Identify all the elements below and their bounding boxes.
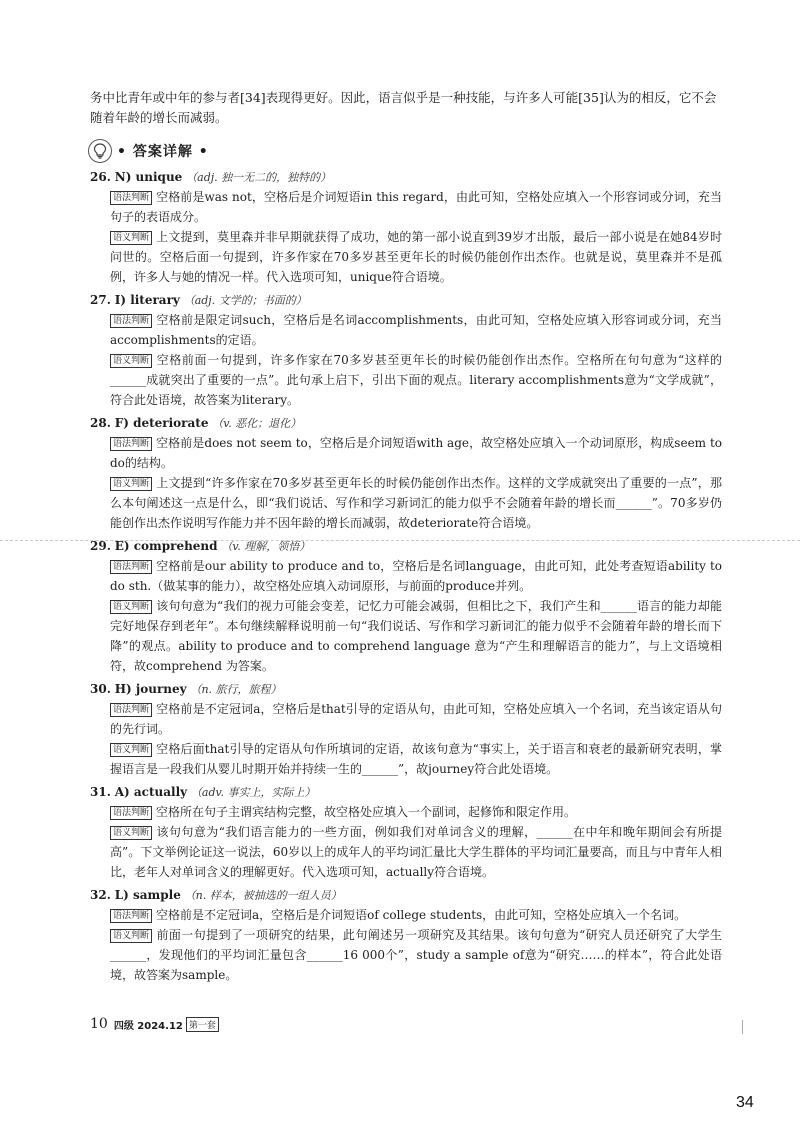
footer-page-number: 10 bbox=[90, 1016, 108, 1032]
answer-header bbox=[90, 885, 722, 905]
grammar-tag: 语法判断 bbox=[110, 703, 152, 717]
semantic-analysis bbox=[90, 227, 722, 287]
footer-label: 四级 2024.12 bbox=[113, 1020, 183, 1032]
answer-gloss: （adj. 独一无二的，独特的） bbox=[186, 171, 332, 184]
grammar-tag: 语法判断 bbox=[110, 560, 152, 574]
semantic-tag: 语义判断 bbox=[110, 354, 152, 368]
semantic-tag: 语义判断 bbox=[110, 826, 152, 840]
grammar-text: 空格前是was not，空格后是介词短语in this regard，由此可知，空格处应填入一个形容词或分词，充当句子的表语成分。 bbox=[110, 190, 722, 224]
grammar-tag: 语法判断 bbox=[110, 437, 152, 451]
section-header bbox=[88, 138, 209, 164]
semantic-tag: 语义判断 bbox=[110, 231, 152, 245]
corner-page-number: 34 bbox=[736, 1094, 754, 1111]
grammar-analysis bbox=[90, 556, 722, 596]
fold-divider bbox=[0, 540, 800, 541]
semantic-text: 上文提到，莫里森并非早期就获得了成功，她的第一部小说直到39岁才出版，最后一部小说是在她84岁时问世的。空格后面一句提到，许多作家在70多岁甚至更年长的时候仍能创作出杰作。也就是说，莫里森并不是孤例，许多人与她的情况一样。代入选项可知，unique符合语境。 bbox=[110, 230, 722, 284]
grammar-text: 空格前是不定冠词a，空格后是that引导的定语从句，由此可知，空格处应填入一个名词，充当该定语从句的先行词。 bbox=[110, 702, 722, 736]
answer-word: L) sample bbox=[114, 888, 181, 902]
answer-gloss: （v. 理解，领悟） bbox=[221, 540, 311, 553]
semantic-text: 该句句意为“我们语言能力的一些方面，例如我们对单词含义的理解，______在中年和晚年期间会有所提高”。下文举例论证这一说法，60岁以上的成年人的平均词汇量比大学生群体的平均词汇量要高，而且与中青年人相比，老年人对单词含义的理解更好。代入选项可知，actually符合语境。 bbox=[110, 825, 722, 879]
semantic-text: 空格前面一句提到，许多作家在70多岁甚至更年长的时候仍能创作出杰作。空格所在句句意为“这样的______成就突出了重要的一点”。此句承上启下，引出下面的观点。literary accomplishments意为“文学成就”，符合此处语境，故答案为literary。 bbox=[110, 353, 722, 407]
semantic-text: 上文提到“许多作家在70多岁甚至更年长的时候仍能创作出杰作。这样的文学成就突出了重要的一点”，那么本句阐述这一点是什么，即“我们说话、写作和学习新词汇的能力似乎不会随着年龄的增长而______”。70多岁仍能创作出杰作说明写作能力并不因年龄的增长而减弱，故deteriorate符合语境。 bbox=[110, 476, 722, 530]
question-number: 30. bbox=[90, 682, 111, 696]
semantic-analysis bbox=[90, 822, 722, 882]
question-number: 32. bbox=[90, 888, 111, 902]
answer-word: N) unique bbox=[114, 170, 183, 184]
footer-set-box: 第一套 bbox=[186, 1017, 219, 1032]
page-footer bbox=[90, 1016, 219, 1032]
grammar-text: 空格前是our ability to produce and to，空格后是名词language，由此可知，此处考查短语ability to do sth.（做某事的能力），故空格处应填入动词原形，与前面的produce并列。 bbox=[110, 559, 722, 593]
answer-header bbox=[90, 413, 722, 433]
grammar-text: 空格所在句子主谓宾结构完整，故空格处应填入一个副词，起修饰和限定作用。 bbox=[156, 805, 577, 819]
grammar-tag: 语法判断 bbox=[110, 314, 152, 328]
answer-gloss: （adv. 事实上，实际上） bbox=[190, 786, 316, 799]
answer-item bbox=[90, 290, 722, 410]
semantic-analysis bbox=[90, 925, 722, 985]
answer-header bbox=[90, 290, 722, 310]
question-number: 27. bbox=[90, 293, 111, 307]
question-number: 31. bbox=[90, 785, 111, 799]
grammar-analysis bbox=[90, 699, 722, 739]
answer-list bbox=[90, 164, 722, 985]
answer-gloss: （n. 样本，被抽选的一组人员） bbox=[184, 889, 342, 902]
grammar-analysis bbox=[90, 905, 722, 925]
answer-gloss: （adj. 文学的；书面的） bbox=[183, 294, 307, 307]
grammar-text: 空格前是does not seem to，空格后是介词短语with age，故空格处应填入一个动词原形，构成seem to do的结构。 bbox=[110, 436, 722, 470]
answer-gloss: （v. 恶化；退化） bbox=[212, 417, 302, 430]
semantic-tag: 语义判断 bbox=[110, 929, 152, 943]
question-number: 29. bbox=[90, 539, 111, 553]
answer-header bbox=[90, 536, 722, 556]
semantic-tag: 语义判断 bbox=[110, 743, 152, 757]
answer-item bbox=[90, 679, 722, 779]
answer-word: A) actually bbox=[114, 785, 188, 799]
section-title: • 答案详解 • bbox=[117, 144, 209, 160]
lightbulb-icon bbox=[88, 139, 112, 163]
grammar-analysis bbox=[90, 433, 722, 473]
answer-gloss: （n. 旅行，旅程） bbox=[190, 683, 282, 696]
answer-header bbox=[90, 782, 722, 802]
answer-item bbox=[90, 413, 722, 533]
semantic-text: 该句句意为“我们的视力可能会变差，记忆力可能会减弱，但相比之下，我们产生和______语言的能力却能完好地保存到老年”。本句继续解释说明前一句“我们说话、写作和学习新词汇的能力似乎不会随着年龄的增长而下降”的观点。ability to produce and to comprehend language 意为“产生和理解语言的能力”，与上文语境相符，故comprehend 为答案。 bbox=[110, 599, 722, 673]
semantic-text: 前面一句提到了一项研究的结果，此句阐述另一项研究及其结果。该句句意为“研究人员还研究了大学生______，发现他们的平均词汇量包含______16 000个”，study a sample of意为“研究……的样本”，符合此处语境，故答案为sample。 bbox=[110, 928, 722, 982]
answer-word: H) journey bbox=[114, 682, 187, 696]
grammar-analysis bbox=[90, 802, 722, 822]
answer-word: F) deteriorate bbox=[114, 416, 209, 430]
scan-mark bbox=[742, 1020, 743, 1034]
grammar-analysis bbox=[90, 310, 722, 350]
grammar-text: 空格前是不定冠词a，空格后是介词短语of college students，由此可知，空格处应填入一个名词。 bbox=[156, 908, 687, 922]
question-number: 26. bbox=[90, 170, 111, 184]
semantic-analysis bbox=[90, 350, 722, 410]
intro-paragraph: 务中比青年或中年的参与者[34]表现得更好。因此，语言似乎是一种技能，与许多人可能[35]认为的相反，它不会随着年龄的增长而减弱。 bbox=[90, 90, 717, 125]
answer-item bbox=[90, 885, 722, 985]
answer-item bbox=[90, 782, 722, 882]
semantic-analysis bbox=[90, 473, 722, 533]
grammar-tag: 语法判断 bbox=[110, 191, 152, 205]
semantic-tag: 语义判断 bbox=[110, 477, 152, 491]
answer-item bbox=[90, 167, 722, 287]
semantic-analysis bbox=[90, 739, 722, 779]
grammar-tag: 语法判断 bbox=[110, 806, 152, 820]
grammar-text: 空格前是限定词such，空格后是名词accomplishments，由此可知，空格处应填入形容词或分词，充当accomplishments的定语。 bbox=[110, 313, 722, 347]
answer-header bbox=[90, 679, 722, 699]
grammar-tag: 语法判断 bbox=[110, 909, 152, 923]
semantic-tag: 语义判断 bbox=[110, 600, 152, 614]
question-number: 28. bbox=[90, 416, 111, 430]
answer-item bbox=[90, 536, 722, 676]
answer-word: E) comprehend bbox=[114, 539, 218, 553]
grammar-analysis bbox=[90, 187, 722, 227]
answer-header bbox=[90, 167, 722, 187]
semantic-analysis bbox=[90, 596, 722, 676]
answer-word: I) literary bbox=[114, 293, 180, 307]
semantic-text: 空格后面that引导的定语从句作所填词的定语，故该句意为“事实上，关于语言和衰老的最新研究表明，掌握语言是一段我们从婴儿时期开始并持续一生的______”，故journey符合此处语境。 bbox=[110, 742, 722, 776]
